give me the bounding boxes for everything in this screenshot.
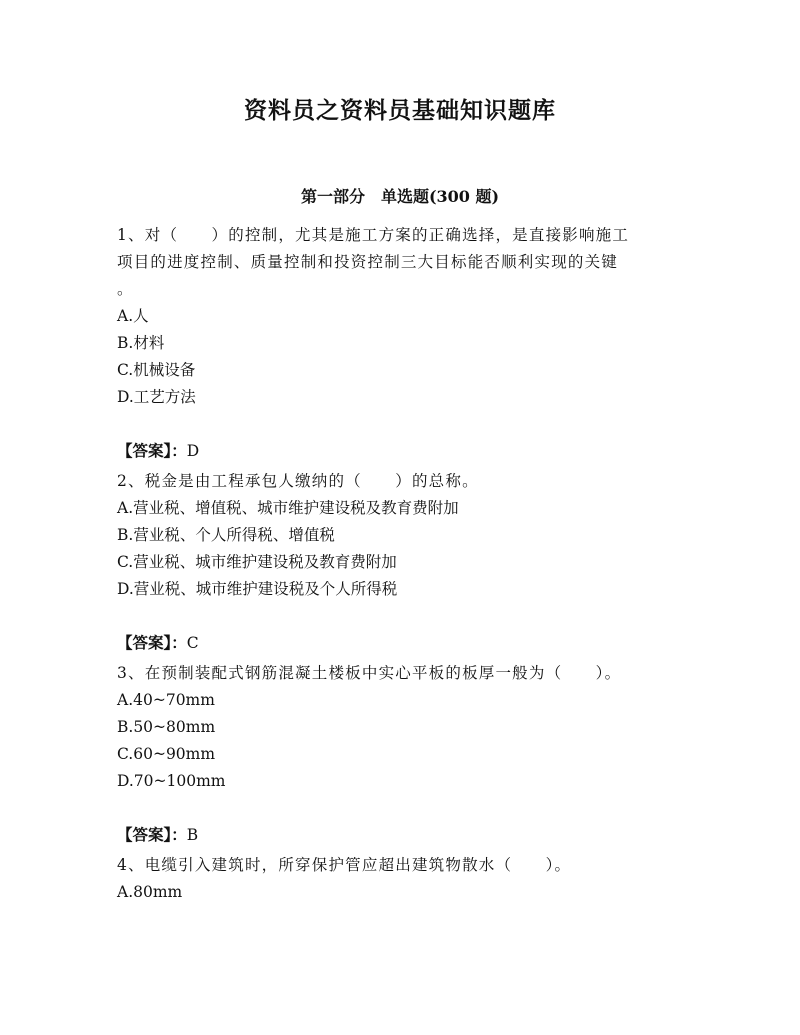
question-stem-line: 项目的进度控制、质量控制和投资控制三大目标能否顺利实现的关键 <box>117 253 619 271</box>
question-stem-line: 。 <box>117 280 134 298</box>
question-stem-line: 3、在预制装配式钢筋混凝土楼板中实心平板的板厚一般为（ ）。 <box>117 664 622 682</box>
section-title: 第一部分 单选题(300 题) <box>300 187 500 206</box>
question-stem-line: 1、对（ ）的控制，尤其是施工方案的正确选择，是直接影响施工 <box>117 226 630 244</box>
answer-value: B <box>186 826 199 844</box>
answer <box>117 629 677 656</box>
question-list <box>117 222 677 906</box>
option-b: B.材料 <box>117 334 165 352</box>
option-d: D.营业税、城市维护建设税及个人所得税 <box>117 580 398 598</box>
answer-label: 【答案】： <box>117 441 187 460</box>
option-a: A.40~70mm <box>117 691 215 709</box>
answer-label: 【答案】： <box>117 633 187 652</box>
answer <box>117 437 677 464</box>
question-4 <box>117 852 677 906</box>
answer-value: D <box>186 442 200 460</box>
option-c: C.60~90mm <box>117 745 216 763</box>
option-d: D.70~100mm <box>117 772 226 790</box>
option-c: C.营业税、城市维护建设税及教育费附加 <box>117 553 397 571</box>
spacer <box>117 795 677 821</box>
document-title: 资料员之资料员基础知识题库 <box>244 97 556 124</box>
question-1 <box>117 222 677 464</box>
option-d: D.工艺方法 <box>117 388 196 406</box>
answer <box>117 821 677 848</box>
answer-label: 【答案】： <box>117 825 187 844</box>
option-b: B.营业税、个人所得税、增值税 <box>117 526 335 544</box>
option-a: A.80mm <box>117 883 183 901</box>
answer-value: C <box>186 634 199 652</box>
option-b: B.50~80mm <box>117 718 216 736</box>
question-stem-line: 4、电缆引入建筑时，所穿保护管应超出建筑物散水（ ）。 <box>117 856 572 874</box>
spacer <box>117 411 677 437</box>
option-a: A.营业税、增值税、城市维护建设税及教育费附加 <box>117 499 459 517</box>
option-a: A.人 <box>117 307 149 325</box>
spacer <box>117 603 677 629</box>
option-c: C.机械设备 <box>117 361 196 379</box>
question-2 <box>117 468 677 656</box>
question-3 <box>117 660 677 848</box>
question-stem-line: 2、税金是由工程承包人缴纳的（ ）的总称。 <box>117 472 479 490</box>
